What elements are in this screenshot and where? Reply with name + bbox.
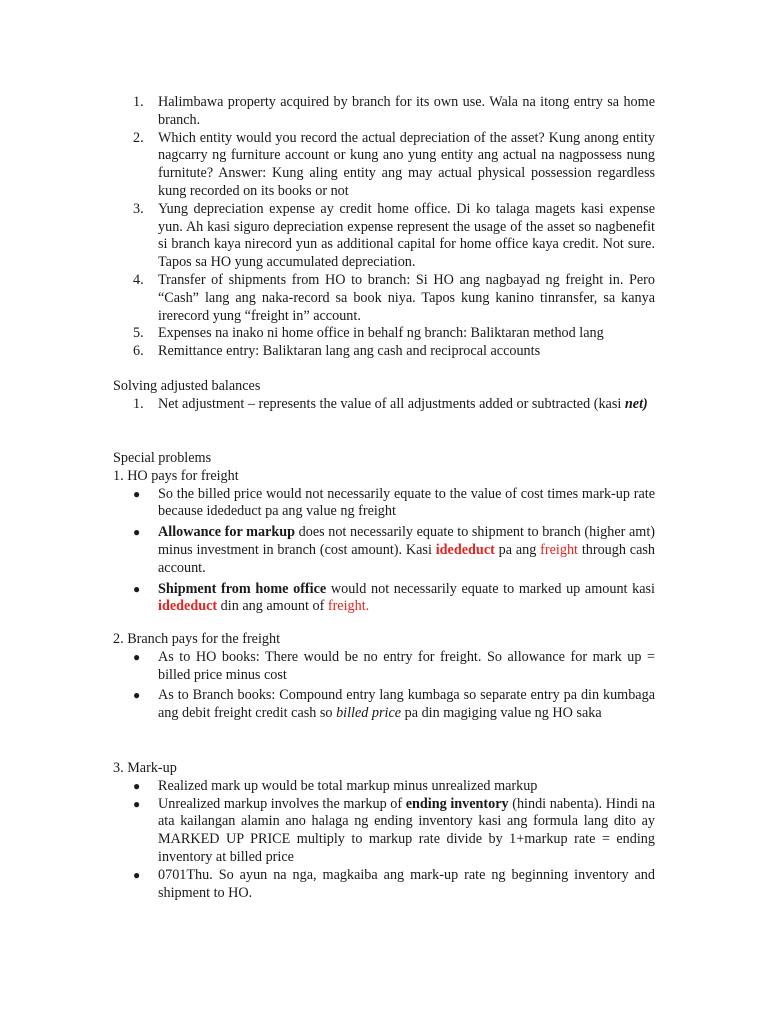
list-item: ● Unrealized markup involves the markup of ending inventory (hindi nabenta). Hindi na ata kailangan alamin ano halaga ng ending inventory kasi ang formula lang dito ay MARKED UP PRICE multiply to markup rate divide by 1+markup rate = ending inventory at billed price [133,795,656,865]
intro-section [113,94,655,361]
special-section [113,450,655,619]
bullet-icon: ● [133,867,141,882]
bullet-icon: ● [133,525,141,540]
list-item: 4. Transfer of shipments from HO to branch: Si HO ang nagbayad ng freight in. Pero “Cash” lang ang naka-record sa book niya. Tapos kung kanino tinransfer, sa kanya irerecord yung “freight in” account. [133,271,655,324]
subsection-1-list [113,486,655,617]
list-item: 2. Which entity would you record the actual depreciation of the asset? Kung anong entity nagcarry ng furniture account or kung ano yung entity ang actual na nagpossess nung furnitute? Answer: Kung aling entity ang may actual physical possession regardless kung recorded on its books or not [133,129,655,199]
bullet-icon: ● [133,796,141,811]
subsection-2-heading: 2. Branch pays for the freight [113,631,281,647]
subsection-3-list [113,778,655,903]
subsection-1-heading: 1. HO pays for freight [113,467,239,484]
list-item: ● 0701Thu. So ayun na nga, magkaiba ang mark-up rate ng beginning inventory and shipment to HO. [133,866,655,901]
subsection-3-heading: 3. Mark-up [113,760,177,776]
subsection-3 [113,760,655,902]
subsection-2 [113,631,655,726]
bullet-icon: ● [133,649,141,664]
list-item: ● Shipment from home office would not necessarily equate to marked up amount kasi idededuct din ang amount of freight. [133,580,655,615]
list-item: 5. Expenses na inako ni home office in behalf ng branch: Baliktaran method lang [133,325,604,342]
list-item: 1. Halimbawa property acquired by branch for its own use. Wala na itong entry sa home branch. [133,94,655,128]
adjusted-heading: Solving adjusted balances [113,378,261,394]
list-item: ● Realized mark up would be total markup minus unrealized markup [133,777,538,794]
list-item: ● As to Branch books: Compound entry lang kumbaga so separate entry pa din kumbaga ang debit freight credit cash so billed price pa din magiging value ng HO saka [133,687,655,722]
adjusted-section [113,378,655,414]
adjusted-list [113,396,655,414]
bullet-icon: ● [133,486,141,501]
list-item: ● As to HO books: There would be no entry for freight. So allowance for mark up = billed price minus cost [133,648,655,683]
list-item: ● Allowance for markup does not necessarily equate to shipment to branch (higher amt) minus investment in branch (cost amount). Kasi idededuct pa ang freight through cash account. [133,524,655,576]
intro-list [113,94,655,361]
bullet-icon: ● [133,688,141,703]
list-item: 6. Remittance entry: Baliktaran lang ang cash and reciprocal accounts [133,343,541,360]
bullet-icon: ● [133,581,141,596]
bullet-icon: ● [133,778,141,793]
special-heading: Special problems [113,450,212,466]
subsection-2-list [113,649,655,723]
list-item: ● So the billed price would not necessarily equate to the value of cost times mark-up rate because idededuct pa ang value ng freight [133,485,655,520]
list-item: 3. Yung depreciation expense ay credit home office. Di ko talaga magets kasi expense yun. Ah kasi siguro depreciation expense represent the usage of the asset so nagbenefit si branch kaya nirecord yun as additional capital for home office kaya credit. Not sure. Tapos sa HO yung accumulated depreciation. [133,200,655,271]
list-item: 1. Net adjustment – represents the value of all adjustments added or subtracted (kasi net) [133,395,648,412]
